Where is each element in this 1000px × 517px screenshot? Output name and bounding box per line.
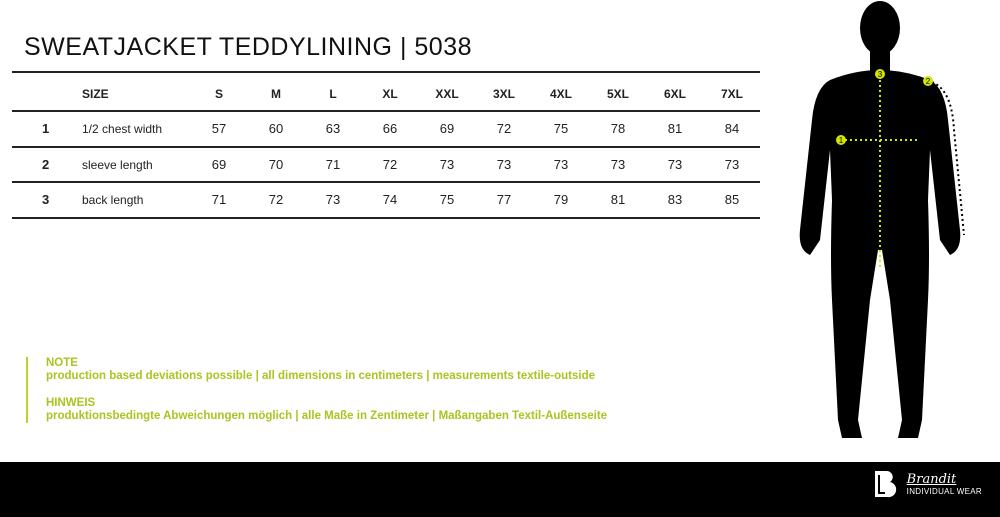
row-label: back length xyxy=(82,193,144,207)
table-cell: 70 xyxy=(268,157,284,172)
row-index: 2 xyxy=(42,157,50,172)
table-top-rule xyxy=(12,71,760,73)
footer-bar xyxy=(0,462,1000,517)
row-rule xyxy=(12,217,760,219)
table-cell: 73 xyxy=(553,157,569,172)
marker-1-label: 1 xyxy=(838,136,844,145)
row-label: sleeve length xyxy=(82,158,153,172)
table-cell: 81 xyxy=(610,192,626,207)
note-text: production based deviations possible | all dimensions in centimeters | measurements textile-outside xyxy=(46,370,595,382)
table-cell: 78 xyxy=(610,121,626,136)
page-title: SWEATJACKET TEDDYLINING | 5038 xyxy=(24,33,473,61)
size-column-header: 7XL xyxy=(720,87,744,101)
table-cell: 72 xyxy=(496,121,512,136)
brand-logo xyxy=(873,469,982,499)
hinweis-title: HINWEIS xyxy=(46,397,96,409)
table-cell: 63 xyxy=(325,121,341,136)
table-cell: 72 xyxy=(268,192,284,207)
table-cell: 73 xyxy=(667,157,683,172)
hinweis-text: produktionsbedingte Abweichungen möglich | alle Maße in Zentimeter | Maßangaben Textil-Außenseite xyxy=(46,410,608,422)
header-rule xyxy=(12,110,760,112)
size-column-header: 3XL xyxy=(492,87,516,101)
table-cell: 71 xyxy=(325,157,341,172)
brand-name: Brandit xyxy=(906,472,957,487)
table-cell: 73 xyxy=(724,157,740,172)
marker-3-label: 3 xyxy=(877,70,883,79)
table-cell: 85 xyxy=(724,192,740,207)
table-cell: 60 xyxy=(268,121,284,136)
size-column-header: XL xyxy=(382,87,398,101)
table-cell: 73 xyxy=(496,157,512,172)
size-column-header: XXL xyxy=(435,87,459,101)
table-cell: 66 xyxy=(382,121,398,136)
brandit-b-icon xyxy=(873,469,899,499)
table-cell: 72 xyxy=(382,157,398,172)
body-measurement-figure xyxy=(790,0,980,445)
table-cell: 69 xyxy=(211,157,227,172)
row-rule xyxy=(12,146,760,148)
row-index: 1 xyxy=(42,121,50,136)
size-header: SIZE xyxy=(82,87,109,101)
table-cell: 69 xyxy=(439,121,455,136)
table-cell: 79 xyxy=(553,192,569,207)
table-cell: 57 xyxy=(211,121,227,136)
table-cell: 73 xyxy=(439,157,455,172)
table-cell: 77 xyxy=(496,192,512,207)
size-column-header: 6XL xyxy=(663,87,687,101)
table-cell: 75 xyxy=(553,121,569,136)
table-cell: 73 xyxy=(325,192,341,207)
table-cell: 73 xyxy=(610,157,626,172)
row-index: 3 xyxy=(42,192,50,207)
table-cell: 75 xyxy=(439,192,455,207)
note-title: NOTE xyxy=(46,357,78,369)
size-column-header: 5XL xyxy=(606,87,630,101)
notes-block xyxy=(26,357,607,423)
size-column-header: S xyxy=(214,87,224,101)
brand-tagline: INDIVIDUAL WEAR xyxy=(906,487,982,496)
marker-2-label: 2 xyxy=(925,77,931,86)
table-cell: 81 xyxy=(667,121,683,136)
table-cell: 71 xyxy=(211,192,227,207)
row-rule xyxy=(12,181,760,183)
table-cell: 84 xyxy=(724,121,740,136)
size-column-header: L xyxy=(329,87,337,101)
size-column-header: M xyxy=(271,87,281,101)
row-label: 1/2 chest width xyxy=(82,122,163,136)
table-cell: 74 xyxy=(382,192,398,207)
table-cell: 83 xyxy=(667,192,683,207)
size-column-header: 4XL xyxy=(549,87,573,101)
